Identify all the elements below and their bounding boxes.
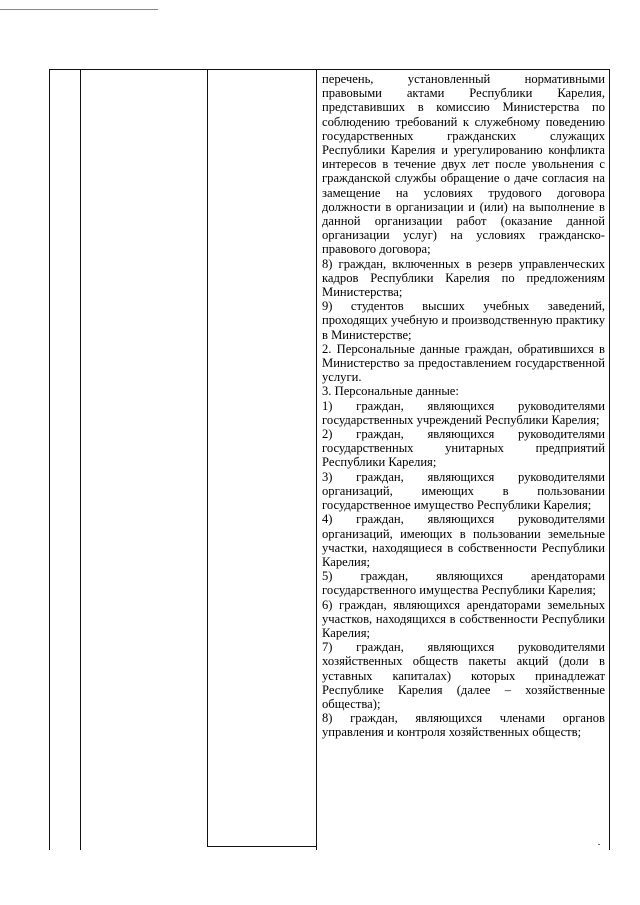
- table-divider-3: [316, 69, 317, 850]
- table-divider-2: [207, 69, 208, 846]
- paragraph-item-9-students: 9) студентов высших учебных заведений, проходящих учебную и производственную практику в Министерстве;: [322, 299, 605, 342]
- table-divider-1: [80, 69, 81, 850]
- scan-speck: [598, 844, 600, 845]
- paragraph-item-8-reserve: 8) граждан, включенных в резерв управленческих кадров Республики Карелия по предложениям Министерства;: [322, 256, 605, 300]
- table-top-border: [49, 69, 610, 70]
- paragraph-item-5: 5) граждан, являющихся арендаторами государственного имущества Республики Карелия;: [322, 569, 605, 598]
- paragraph-item-2: 2) граждан, являющихся руководителями государственных унитарных предприятий Республики Карелия;: [322, 427, 605, 470]
- paragraph-item-3: 3) граждан, являющихся руководителями организаций, имеющих в пользовании государственное имущество Республики Карелия;: [322, 469, 605, 513]
- paragraph-item-1: 1) граждан, являющихся руководителями государственных учреждений Республики Карелия;: [322, 398, 605, 427]
- paragraph-item-6: 6) граждан, являющихся арендаторами земельных участков, находящихся в собственности Республики Карелия;: [322, 597, 605, 640]
- paragraph-item-8: 8) граждан, являющихся членами органов управления и контроля хозяйственных обществ;: [322, 711, 605, 740]
- paragraph-section-2: 2. Персональные данные граждан, обратившихся в Министерство за предоставлением государственной услуги.: [322, 341, 605, 385]
- paragraph-section-3-heading: 3. Персональные данные:: [322, 384, 459, 399]
- paragraph-continuation: перечень, установленный нормативными правовыми актами Республики Карелия, представивших в комиссию Министерства по соблюдению требований к служебному поведению государственных гражданских служащих Республики Карелия и урегулированию конфликта интересов в течение двух лет после увольнения с гражданской службы обращение о даче согласия на замещение на условиях трудового договора должности в организации и (или) на выполнение в данной организации работ (оказание данной организации услуг) на условиях гражданско-правового договора;: [322, 72, 605, 257]
- paragraph-item-4: 4) граждан, являющихся руководителями организаций, имеющих в пользовании земельные участки, находящиеся в собственности Республики Карелия;: [322, 512, 605, 569]
- scan-edge-mark: [0, 9, 158, 10]
- paragraph-item-7: 7) граждан, являющихся руководителями хозяйственных обществ пакеты акций (доли в уставных капиталах) которых принадлежат Республике Карелия (далее – хозяйственные общества);: [322, 640, 605, 711]
- table-border-right: [609, 69, 610, 850]
- table-cell-personal-data-list: [322, 72, 605, 740]
- table-border-left: [49, 69, 50, 850]
- table-row-bottom-border: [207, 846, 316, 847]
